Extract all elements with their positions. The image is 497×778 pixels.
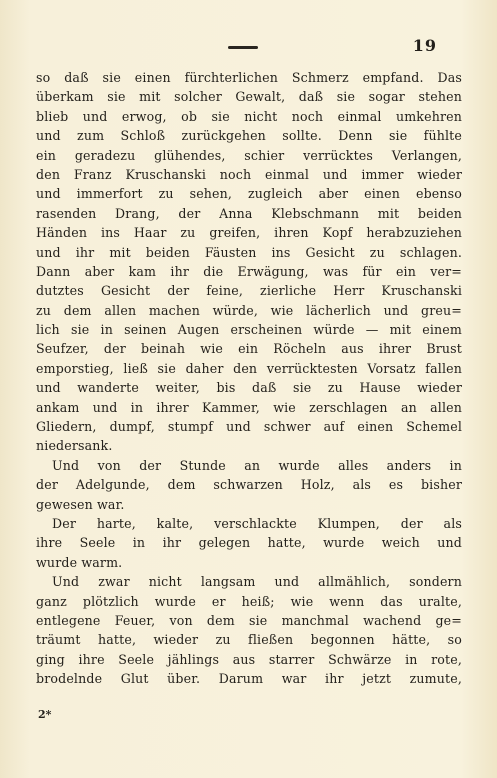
text-line: ein geradezu glühendes, schier verrücktes Verlangen, bbox=[36, 147, 462, 163]
text-line: emporstieg, ließ sie daher den verrücktesten Vorsatz fallen bbox=[36, 360, 462, 376]
page-number: 19 bbox=[412, 36, 437, 55]
text-line: und wanderte weiter, bis daß sie zu Hause wieder bbox=[36, 380, 462, 396]
text-line: Dann aber kam ihr die Erwägung, was für ein ver= bbox=[36, 263, 462, 279]
text-line: ankam und in ihrer Kammer, wie zerschlagen an allen bbox=[36, 399, 462, 415]
header-rule bbox=[228, 46, 258, 49]
text-line: und immerfort zu sehen, zugleich aber einen ebenso bbox=[36, 186, 462, 202]
text-line: ging ihre Seele jählings aus starrer Schwärze in rote, bbox=[36, 651, 462, 667]
text-line: der Adelgunde, dem schwarzen Holz, als es bisher bbox=[36, 477, 462, 493]
text-line: entlegene Feuer, von dem sie manchmal wachend ge= bbox=[36, 612, 462, 628]
text-line: Und zwar nicht langsam und allmählich, sondern bbox=[52, 574, 462, 590]
text-line: überkam sie mit solcher Gewalt, daß sie sogar stehen bbox=[36, 89, 462, 105]
text-line: blieb und erwog, ob sie nicht noch einmal umkehren bbox=[36, 108, 462, 124]
text-line: rasenden Drang, der Anna Klebschmann mit beiden bbox=[36, 205, 462, 221]
text-line: Gliedern, dumpf, stumpf und schwer auf einen Schemel bbox=[36, 419, 462, 435]
text-line: träumt hatte, wieder zu fließen begonnen hätte, so bbox=[36, 632, 462, 648]
body-text bbox=[36, 68, 462, 689]
text-line: lich sie in seinen Augen erscheinen würde — mit einem bbox=[36, 322, 462, 338]
text-line: Und von der Stunde an wurde alles anders in bbox=[52, 457, 462, 473]
text-line: dutztes Gesicht der feine, zierliche Herr Kruschanski bbox=[36, 283, 462, 299]
text-line: so daß sie einen fürchterlichen Schmerz empfand. Das bbox=[36, 70, 462, 85]
text-line: gewesen war. bbox=[36, 496, 125, 512]
text-line: ganz plötzlich wurde er heiß; wie wenn das uralte, bbox=[36, 593, 462, 609]
text-line: Der harte, kalte, verschlackte Klumpen, der als bbox=[52, 515, 462, 531]
signature-mark: 2* bbox=[38, 708, 52, 721]
text-line: zu dem allen machen würde, wie lächerlich und greu= bbox=[36, 302, 462, 318]
text-line: Seufzer, der beinah wie ein Röcheln aus ihrer Brust bbox=[36, 341, 462, 357]
text-line: wurde warm. bbox=[36, 554, 123, 570]
text-line: Händen ins Haar zu greifen, ihren Kopf herabzuziehen bbox=[36, 225, 462, 241]
text-line: brodelnde Glut über. Darum war ihr jetzt zumute, bbox=[36, 671, 462, 687]
text-line: und zum Schloß zurückgehen sollte. Denn sie fühlte bbox=[36, 128, 462, 144]
text-line: ihre Seele in ihr gelegen hatte, wurde weich und bbox=[36, 535, 462, 551]
text-line: und ihr mit beiden Fäusten ins Gesicht zu schlagen. bbox=[36, 244, 462, 260]
text-line: niedersank. bbox=[36, 438, 113, 454]
text-line: den Franz Kruschanski noch einmal und immer wieder bbox=[36, 166, 462, 182]
